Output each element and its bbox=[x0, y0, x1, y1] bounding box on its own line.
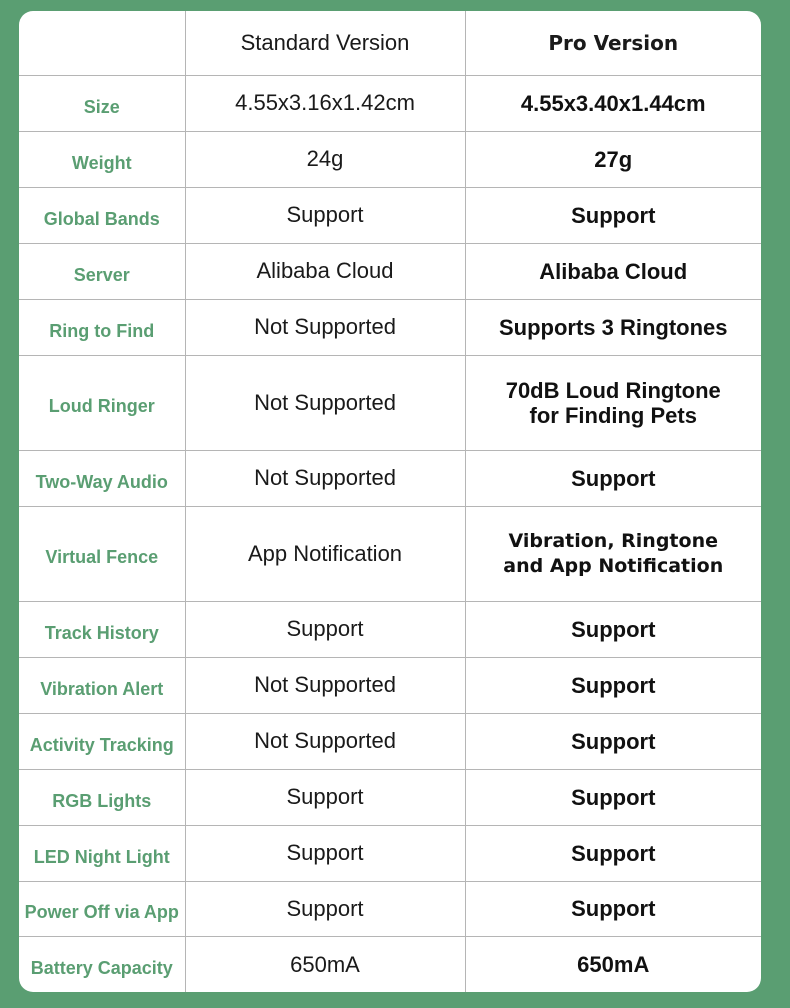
standard-value: Support bbox=[185, 769, 465, 825]
standard-value: 24g bbox=[185, 131, 465, 187]
table-row bbox=[19, 601, 761, 657]
standard-value: Not Supported bbox=[185, 355, 465, 450]
standard-value: Not Supported bbox=[185, 657, 465, 713]
pro-value bbox=[465, 937, 761, 992]
pro-value-line: Support bbox=[571, 896, 656, 922]
feature-label: Vibration Alert bbox=[19, 657, 185, 713]
feature-label: LED Night Light bbox=[19, 825, 185, 881]
feature-label: Virtual Fence bbox=[19, 506, 185, 601]
standard-value: Not Supported bbox=[185, 450, 465, 506]
comparison-card bbox=[19, 11, 761, 992]
header-standard-version: Standard Version bbox=[185, 11, 465, 76]
pro-value bbox=[465, 881, 761, 937]
feature-label: Track History bbox=[19, 601, 185, 657]
pro-value bbox=[465, 769, 761, 825]
feature-label: Global Bands bbox=[19, 187, 185, 243]
pro-value bbox=[465, 825, 761, 881]
table-row bbox=[19, 506, 761, 601]
pro-value-line: Support bbox=[571, 616, 656, 642]
pro-value-line: 27g bbox=[594, 146, 633, 172]
table-row bbox=[19, 243, 761, 299]
table-row bbox=[19, 187, 761, 243]
comparison-table bbox=[19, 11, 761, 992]
pro-value-line: 70dB Loud Ringtone bbox=[505, 377, 721, 403]
pro-value bbox=[465, 657, 761, 713]
pro-value bbox=[465, 187, 761, 243]
standard-value: 650mA bbox=[185, 937, 465, 992]
pro-value bbox=[465, 713, 761, 769]
header-pro-version: Pro Version bbox=[465, 11, 761, 76]
standard-value: App Notification bbox=[185, 506, 465, 601]
pro-value bbox=[465, 76, 761, 132]
pro-value-line: Support bbox=[571, 784, 656, 810]
feature-label: Weight bbox=[19, 131, 185, 187]
standard-value: Support bbox=[185, 601, 465, 657]
header-feature-cell bbox=[19, 11, 185, 76]
table-row bbox=[19, 825, 761, 881]
feature-label: Two-Way Audio bbox=[19, 450, 185, 506]
standard-value: Not Supported bbox=[185, 713, 465, 769]
pro-value-line: Vibration, Ringtone bbox=[508, 529, 718, 552]
pro-value bbox=[465, 601, 761, 657]
standard-value: Alibaba Cloud bbox=[185, 243, 465, 299]
table-row bbox=[19, 450, 761, 506]
standard-value: Support bbox=[185, 825, 465, 881]
pro-value-line: Supports 3 Ringtones bbox=[498, 314, 728, 340]
feature-label: Activity Tracking bbox=[19, 713, 185, 769]
table-row bbox=[19, 881, 761, 937]
table-row bbox=[19, 299, 761, 355]
pro-value-line: for Finding Pets bbox=[529, 402, 697, 428]
standard-value: 4.55x3.16x1.42cm bbox=[185, 76, 465, 132]
header-row bbox=[19, 11, 761, 76]
table-row bbox=[19, 76, 761, 132]
pro-value bbox=[465, 506, 761, 601]
table-row bbox=[19, 355, 761, 450]
feature-label: RGB Lights bbox=[19, 769, 185, 825]
table-row bbox=[19, 769, 761, 825]
pro-value bbox=[465, 450, 761, 506]
pro-value-line: Alibaba Cloud bbox=[539, 258, 688, 284]
pro-value bbox=[465, 131, 761, 187]
table-row bbox=[19, 713, 761, 769]
standard-value: Support bbox=[185, 881, 465, 937]
table-row bbox=[19, 657, 761, 713]
pro-value-line: 4.55x3.40x1.44cm bbox=[520, 90, 706, 116]
table-row bbox=[19, 937, 761, 992]
standard-value: Not Supported bbox=[185, 299, 465, 355]
standard-value: Support bbox=[185, 187, 465, 243]
feature-label: Battery Capacity bbox=[19, 937, 185, 992]
pro-value-line: and App Notification bbox=[503, 554, 724, 577]
feature-label: Size bbox=[19, 76, 185, 132]
pro-value-line: 650mA bbox=[577, 952, 650, 978]
pro-value-line: Support bbox=[571, 672, 656, 698]
pro-value-line: Support bbox=[571, 728, 656, 754]
feature-label: Ring to Find bbox=[19, 299, 185, 355]
table-row bbox=[19, 131, 761, 187]
pro-value bbox=[465, 355, 761, 450]
feature-label: Loud Ringer bbox=[19, 355, 185, 450]
feature-label: Server bbox=[19, 243, 185, 299]
feature-label: Power Off via App bbox=[19, 881, 185, 937]
pro-value bbox=[465, 299, 761, 355]
pro-value-line: Support bbox=[571, 840, 656, 866]
pro-value-line: Support bbox=[571, 202, 656, 228]
pro-value-line: Support bbox=[571, 465, 656, 491]
pro-value bbox=[465, 243, 761, 299]
